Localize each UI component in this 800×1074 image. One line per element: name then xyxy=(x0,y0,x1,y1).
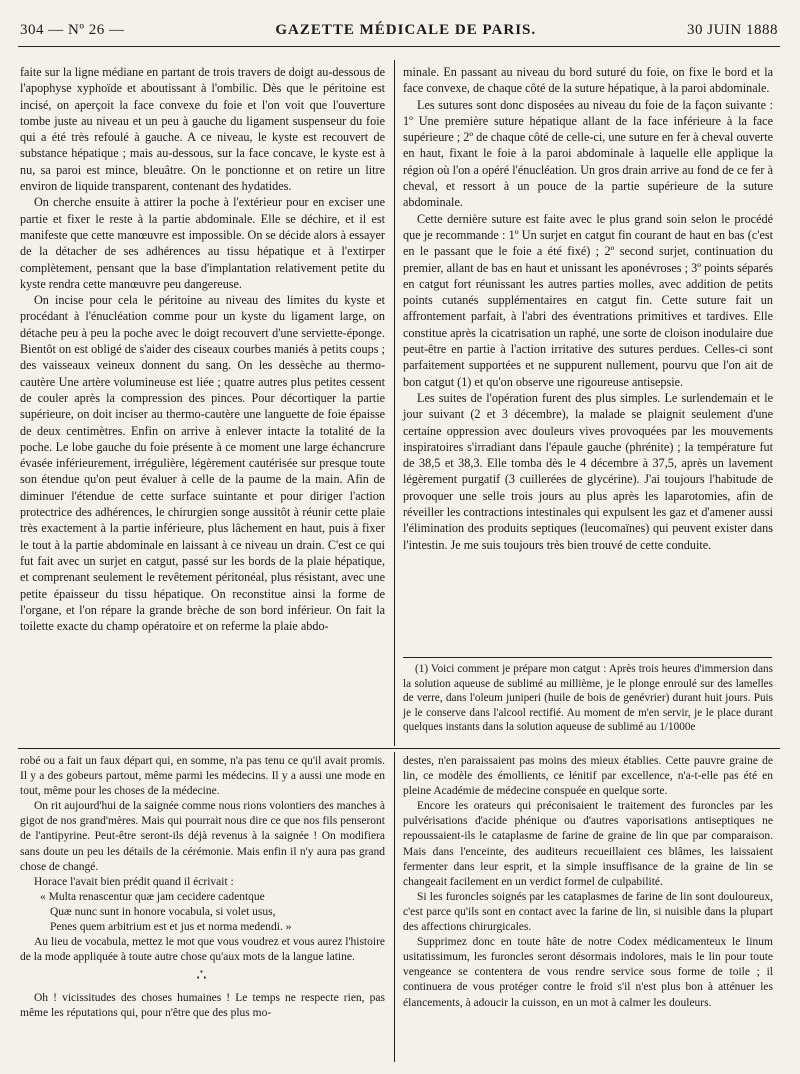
paragraph: Cette dernière suture est faite avec le plus grand soin selon le procédé que je recommande : 1º Un surjet en catgut fin courant de haut en bas (c'est en le passant que le foie a été fixé) ; 2º second surjet, continuation du premier, allant de bas en haut et unissant les aponévroses ; 3º points séparés en catgut fort réunissant les autres parties molles, avec addition de petits points cutanés supplémentaires en catgut fin. Cette suture fait un affrontement parfait, à l'abri des éventrations primitives et tardives. Elle constitue après la cicatrisation un raphé, une sorte de cloison inodulaire due peut-être en partie à l'action irritative des sutures perdues. Celles-ci sont parfaitement supportées et ne suppurent nullement, pourvu que l'on ait de bon catgut (1) et qu'on observe une rigoureuse antisepsie. xyxy=(403,211,773,389)
page-number: 304 — Nº 26 — xyxy=(20,22,125,38)
paragraph: Les sutures sont donc disposées au niveau du foie de la façon suivante : 1º Une première suture hépatique allant de la face inférieure à la face supérieure ; 2º de chaque côté de celle-ci, une suture en fer à cheval ouverte en haut, fixant le foie à la paroi abdominale à laquelle elle applique la région où l'on a opéré l'énucléation. Un gros drain arrive au fond de ce fer à cheval, et ressort à un pouce de la partie supérieure de la suture abdominale. xyxy=(403,97,773,210)
paragraph: Horace l'avait bien prédit quand il écrivait : xyxy=(34,875,234,888)
paragraph: Les suites de l'opération furent des plus simples. Le surlendemain et le jour suivant (2 et 3 décembre), la malade se plaignit seulement d'une certaine oppression avec douleurs vives provoquées par les mouvements inspiratoires s'irradiant dans l'épaule gauche (phrénite) ; la température fut de 38,5 et 38,3. Elle tomba dès le 4 décembre à 37,5, après un lavement légèrement purgatif (3 cuillerées de glycérine). J'ai toujours l'habitude de provoquer une selle trois jours au plus après les laparotomies, afin de réveiller les contractions intestinales qui expulsent les gaz et d'amener aussi l'élimination des produits septiques (leucomaïnes) qui peuvent exister dans l'intestin. Je me suis toujours très bien trouvé de cette conduite. xyxy=(403,390,773,552)
footnote xyxy=(403,662,773,735)
page-header xyxy=(20,22,778,44)
paragraph: Au lieu de vocabula, mettez le mot que vous voudrez et vous aurez l'histoire de la mode appliquée à toute autre chose qu'aux mots de la langue latine. xyxy=(20,936,385,964)
paragraph: faite sur la ligne médiane en partant de trois travers de doigt au-dessous de l'apophyse xyphoïde et aboutissant à l'ombilic. Dès que le péritoine est incisé, on aperçoit la face convexe du foie et l'on voit que l'ouverture tombe juste au niveau et un peu à gauche du ligament suspenseur du foie qui a été très refoulé à gauche. A ce niveau, le kyste est recouvert de substance hépatique ; mais au-dessous, sur la face concave, le kyste est à nu, sa paroi est mince, bleuâtre. On le ponctionne et on retire un litre environ de liquide transparent, contenant des hydatides. xyxy=(20,65,385,194)
section-separator: ∴ xyxy=(196,967,209,985)
footnote-rule xyxy=(403,657,772,658)
paragraph: Oh ! vicissitudes des choses humaines ! Le temps ne respecte rien, pas même les réputations qui, pour n'être que des plus mo- xyxy=(20,992,385,1020)
paragraph: Encore les orateurs qui préconisaient le traitement des furoncles par les pulvérisations d'acide phénique ou d'autres vaporisations antiseptiques ne repoussaient-ils le cataplasme de farine de graine de lin que par comparaison. Mais dans l'enceinte, des auditeurs recueillaient ces blâmes, les laissaient fermenter dans leur esprit, et la simple insuffisance de la graine de lin se changeait facilement en un verdict formel de culpabilité. xyxy=(403,800,773,888)
issue-date: 30 JUIN 1888 xyxy=(687,22,778,38)
column-divider xyxy=(394,60,395,746)
column-divider xyxy=(394,752,395,1062)
poem-line: Quæ nunc sunt in honore vocabula, si volet usus, xyxy=(50,905,276,918)
paragraph: On incise pour cela le péritoine au niveau des limites du kyste et procédant à l'énucléation comme pour un kyste du ligament large, on détache peu à peu la poche avec le doigt recouvert d'une serviette-éponge. Bientôt on est obligé de s'aider des ciseaux courbes maniés à petits coups ; des vaisseaux veineux donnent du sang. On les dessèche au thermo-cautère Une artère volumineuse est liée ; quatre autres plus petites cessent de couler après la compression des pinces. Pour décortiquer la partie supérieure, on doit inciser au thermo-cautère une languette de foie épaisse de deux centimètres. Enfin on arrive à enlever intacte la totalité de la poche. Le lobe gauche du foie présente à ce moment une large échancrure évasée inférieurement, irrégulière, légèrement cautérisée sur presque toute son étendue qu'on peut évaluer à celle de la paume de la main. Afin de diminuer l'étendue de cette surface suintante et pour diriger l'action protectrice des adhérences, le chirurgien songe aussitôt à réunir cette plaie très exactement à la partie inférieure, plus lâchement en haut, puis à fixer le tout à la partie abdominale en laissant à ce niveau un drain. C'est ce qui fut fait avec un surjet en catgut, passé sur les bords de la plaie hépatique, et comprenant seulement le revêtement péritonéal, plus résistant, avec une petite épaisseur du tissu hépatique. On reconstitue ainsi la forme de l'organe, et l'on répare la grande brèche de son bord inférieur. On fait la toilette exacte du champ opératoire et on referme la plaie abdo- xyxy=(20,293,385,634)
feuilleton-left-column xyxy=(20,754,385,1022)
footnote-text: (1) Voici comment je prépare mon catgut : Après trois heures d'immersion dans la solution aqueuse de sublimé au millième, je le plonge enroulé sur des lamelles de verre, dans l'oleum juniperi (huile de bois de genévrier) durant huit jours. Puis je le conserve dans l'alcool rectifié. Au moment de m'en servir, je le place durant quelques instants dans la solution aqueuse de sublimé au 1/1000e xyxy=(403,663,773,734)
left-column xyxy=(20,64,385,634)
paragraph: On cherche ensuite à attirer la poche à l'extérieur pour en exciser une partie et fixer le reste à la partie abdominale. Elle se déchire, et il est manifeste que cette manœuvre est impossible. On se décide alors à essayer de la détacher de ses adhérences au tissu hépatique et à l'extirper complètement, pensant que la base d'implantation relativement petite du kyste rendra cette manœuvre peu dangereuse. xyxy=(20,195,385,291)
paragraph: minale. En passant au niveau du bord suturé du foie, on fixe le bord et la face convexe, de chaque côté de la suture hépatique, à la paroi abdominale. xyxy=(403,65,773,96)
feuilleton-right-column xyxy=(403,754,773,1011)
paragraph: Supprimez donc en toute hâte de notre Codex médicamenteux le linum usitatissimum, les furoncles seront désormais indolores, mais le lin pour toute vengeance se contentera de vous rendre service sous forme de toile ; il continuera de vous protéger contre le froid s'il n'est plus bon à atténuer les élancements, à adoucir la cuisson, en un mot à calmer les douleurs. xyxy=(403,936,773,1009)
paragraph: On rit aujourd'hui de la saignée comme nous rions volontiers des manches à gigot de nos grand'mères. Mais qui pourrait nous dire ce que nos fils penseront de l'antipyrine. Peut-être seront-ils déjà revenus à la saignée ! On modifiera sans doute un peu les détails de la cérémonie. Mais enfin il n'y aura pas grand chose de changé. xyxy=(20,800,385,873)
paragraph: robé ou a fait un faux départ qui, en somme, n'a pas tenu ce qu'il avait promis. Il y a des gobeurs partout, même parmi les médecins. Il y a aussi une mode en tout, même pour les choses de la médecine. xyxy=(20,755,385,798)
paragraph: destes, n'en paraissaient pas moins des mieux établies. Cette pauvre graine de lin, ce modèle des émollients, ce lénitif par excellence, n'a-t-elle pas été en pleine Académie de médecine conspuée en quelque sorte. xyxy=(403,755,773,798)
poem-line: « Multa renascentur quæ jam cecidere cadentque xyxy=(40,890,265,903)
header-rule xyxy=(18,46,780,47)
feuilleton-rule xyxy=(18,748,780,749)
right-column xyxy=(403,64,773,553)
poem-line: Penes quem arbitrium est et jus et norma medendi. » xyxy=(50,921,292,934)
paragraph: Si les furoncles soignés par les cataplasmes de farine de lin sont douloureux, c'est parce qu'ils sont en contact avec la farine de lin, si nuisible dans la plupart des affections chirurgicales. xyxy=(403,890,773,934)
journal-title: GAZETTE MÉDICALE DE PARIS. xyxy=(275,22,537,38)
